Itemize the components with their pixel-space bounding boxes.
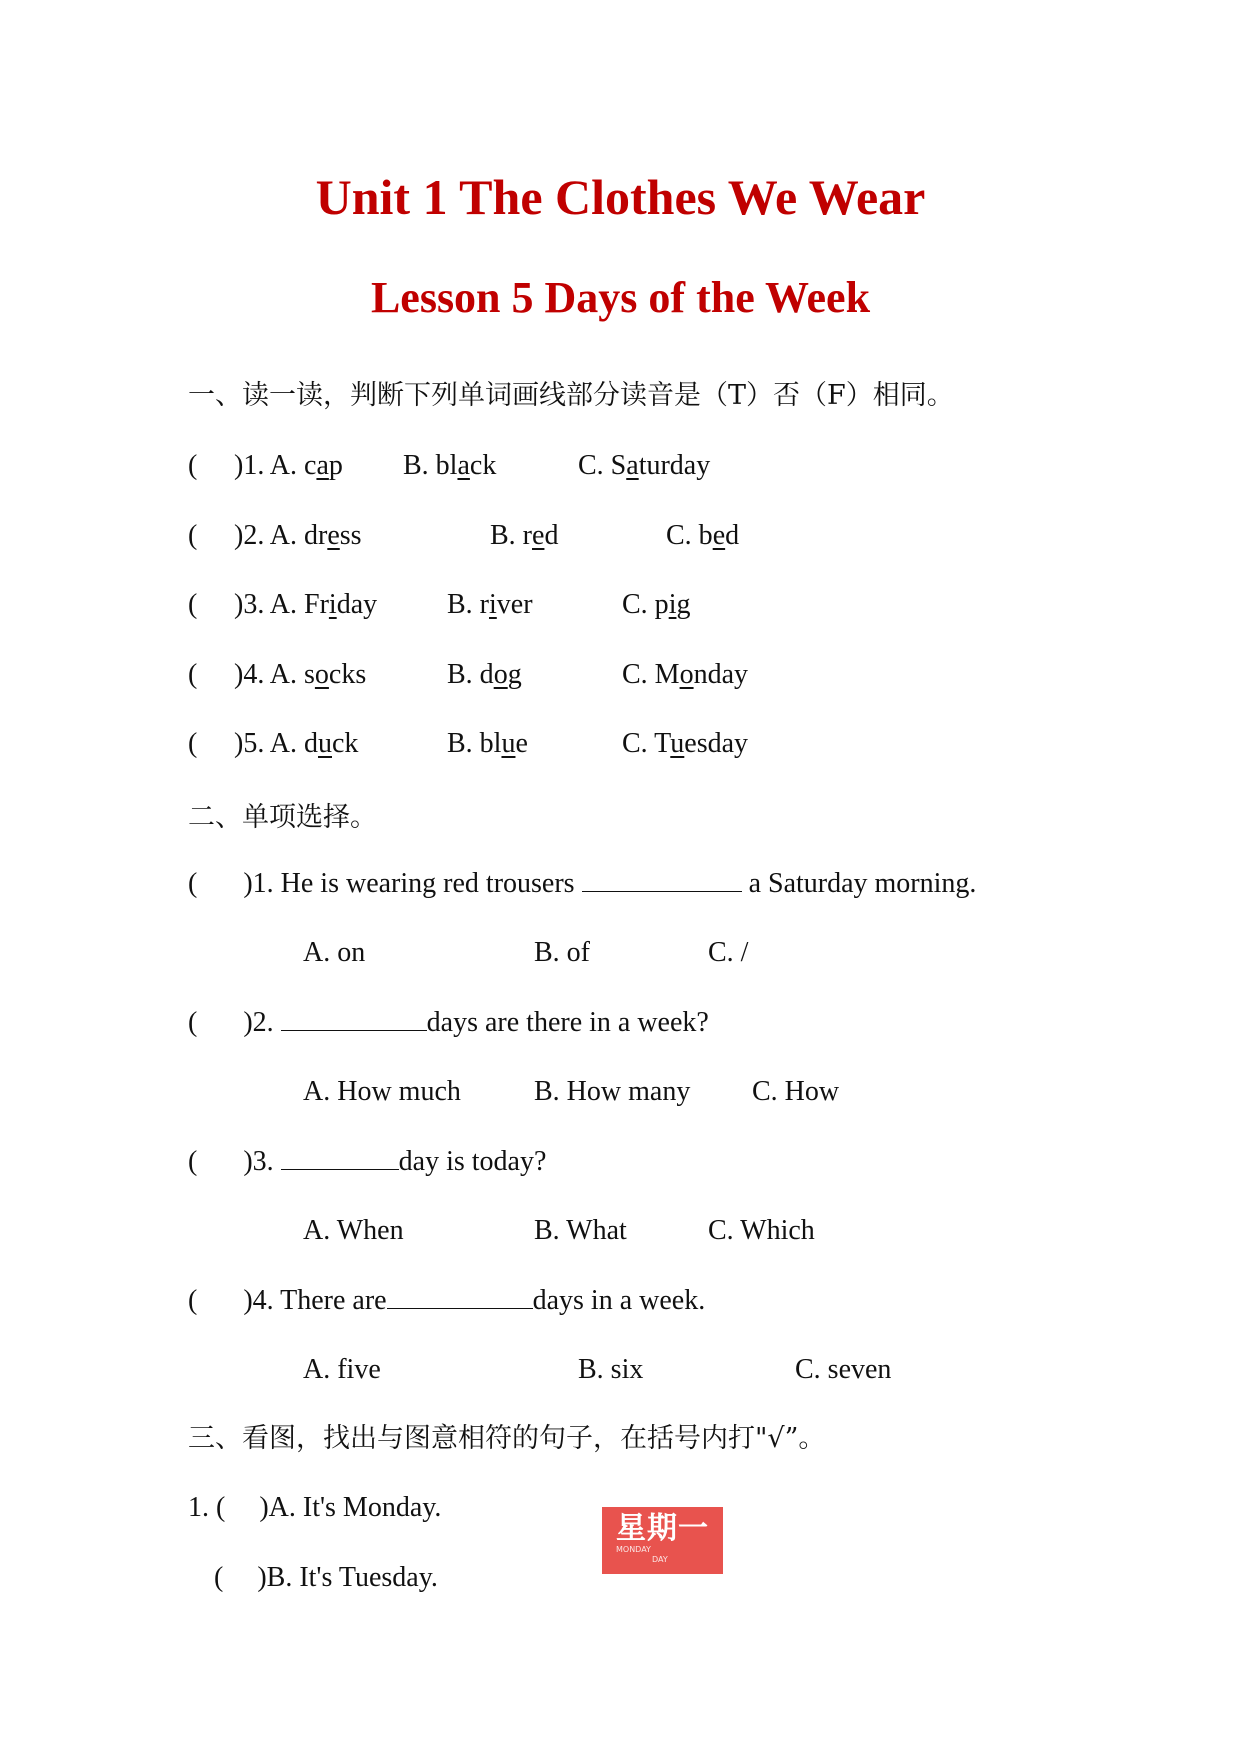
option-b: B. of xyxy=(534,937,590,968)
option-b: B. red xyxy=(490,520,559,551)
underlined-letter: e xyxy=(532,520,545,551)
option-a: )1. A. cap xyxy=(234,450,343,481)
option-c: C. / xyxy=(708,937,749,968)
answer-paren[interactable]: ( xyxy=(188,520,198,551)
option-c: C. Saturday xyxy=(578,450,711,481)
underlined-letter: a xyxy=(457,450,470,481)
option-c: C. pig xyxy=(622,589,691,620)
underlined-letter: e xyxy=(712,520,726,551)
answer-blank[interactable] xyxy=(281,1143,399,1170)
image-small-text: MONDAY xyxy=(616,1545,651,1554)
underlined-letter: u xyxy=(501,728,516,759)
image-big-text: 星期一 xyxy=(616,1511,709,1546)
underlined-letter: a xyxy=(626,450,639,481)
option-a: )5. A. duck xyxy=(234,728,359,759)
answer-paren[interactable]: ( xyxy=(188,1007,198,1038)
answer-blank[interactable] xyxy=(582,865,742,892)
option-c: C. seven xyxy=(795,1354,892,1385)
option-a: A. on xyxy=(303,937,366,968)
section1-heading: 一、读一读，判断下列单词画线部分读音是（T）否（F）相同。 xyxy=(188,380,954,411)
question-text: days are there in a week? xyxy=(426,1007,709,1038)
answer-blank[interactable] xyxy=(387,1282,533,1309)
option-c: C. Which xyxy=(708,1215,815,1246)
underlined-letter: e xyxy=(327,520,340,551)
answer-paren[interactable]: ( xyxy=(188,728,198,759)
question-text: )3. xyxy=(243,1146,281,1177)
option-a: A. five xyxy=(303,1354,381,1385)
question-text: )4. There are xyxy=(243,1285,387,1316)
underlined-letter: a xyxy=(316,450,329,481)
option-b: B. river xyxy=(447,589,533,620)
underlined-letter: u xyxy=(670,728,685,759)
option-b: B. black xyxy=(403,450,497,481)
option-b: B. What xyxy=(534,1215,627,1246)
answer-paren[interactable]: ( xyxy=(188,450,198,481)
answer-paren[interactable]: ( xyxy=(188,868,198,899)
question-text: )1. He is wearing red trousers xyxy=(243,868,582,899)
underlined-letter: i xyxy=(328,589,337,620)
question-row xyxy=(188,1143,546,1180)
section3-heading: 三、看图，找出与图意相符的句子，在括号内打"√”。 xyxy=(188,1423,826,1454)
question-text: day is today? xyxy=(398,1146,547,1177)
option-a: )2. A. dress xyxy=(234,520,362,551)
underlined-letter: o xyxy=(493,659,508,690)
underlined-letter: i xyxy=(489,589,497,620)
option-b: B. dog xyxy=(447,659,522,690)
question-text: a Saturday morning. xyxy=(741,868,977,899)
section2-heading: 二、单项选择。 xyxy=(188,802,377,833)
page-title: Unit 1 The Clothes We Wear xyxy=(315,169,926,225)
picture-question-row xyxy=(214,1560,438,1596)
question-number[interactable]: 1. ( xyxy=(188,1492,226,1523)
option-c: C. Tuesday xyxy=(622,728,749,759)
option-a: A. How much xyxy=(303,1076,461,1107)
question-row xyxy=(188,865,976,902)
question-text: days in a week. xyxy=(532,1285,706,1316)
option-b: B. six xyxy=(578,1354,644,1385)
option-c: C. How xyxy=(752,1076,840,1107)
answer-blank[interactable] xyxy=(281,1004,427,1031)
option-a: A. When xyxy=(303,1215,404,1246)
page-subtitle: Lesson 5 Days of the Week xyxy=(370,273,871,322)
question-row xyxy=(188,1282,705,1319)
answer-paren[interactable]: ( xyxy=(188,589,198,620)
answer-paren[interactable]: ( xyxy=(188,1146,198,1177)
answer-paren[interactable]: ( xyxy=(214,1562,224,1593)
option-c: C. bed xyxy=(666,520,740,551)
image-small-text: DAY xyxy=(652,1555,668,1564)
underlined-letter: i xyxy=(668,589,677,620)
answer-paren[interactable]: ( xyxy=(188,659,198,690)
option-a: )3. A. Friday xyxy=(234,589,378,620)
answer-paren[interactable]: ( xyxy=(188,1285,198,1316)
option-c: C. Monday xyxy=(622,659,749,690)
option-a-text: )A. It's Monday. xyxy=(259,1492,442,1523)
picture-question-row xyxy=(188,1490,441,1526)
option-b-text: )B. It's Tuesday. xyxy=(257,1562,438,1593)
question-row xyxy=(188,1004,709,1041)
question-text: )2. xyxy=(243,1007,281,1038)
underlined-letter: u xyxy=(318,728,332,759)
option-a: )4. A. socks xyxy=(234,659,367,690)
option-b: B. blue xyxy=(447,728,528,759)
underlined-letter: o xyxy=(679,659,694,690)
underlined-letter: o xyxy=(314,659,329,690)
monday-calendar-image xyxy=(602,1507,723,1574)
option-b: B. How many xyxy=(534,1076,691,1107)
